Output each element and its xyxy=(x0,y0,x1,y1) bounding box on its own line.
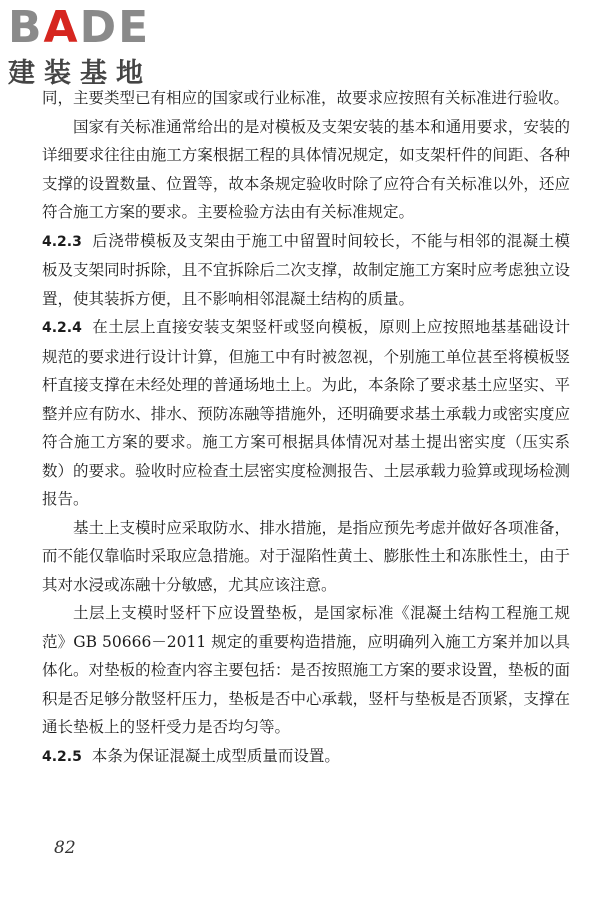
page-number: 82 xyxy=(54,838,76,858)
logo-letter-a: A xyxy=(43,2,80,53)
paragraph: 土层上支模时竖杆下应设置垫板，是国家标准《混凝土结构工程施工规范》GB 50666－2011 规定的重要构造措施，应明确列入施工方案并加以具体化。对垫板的检查内容主要包括：是否按照施工方案的要求设置，垫板的面积是否足够分散竖杆压力，垫板是否中心承载，竖杆与垫板是否顶紧，支撑在通长垫板上的竖杆受力是否均匀等。 xyxy=(42,604,570,736)
paragraph-continuation: 同，主要类型已有相应的国家或行业标准，故要求应按照有关标准进行验收。 xyxy=(42,89,570,107)
clause-text: 在土层上直接安装支架竖杆或竖向模板，原则上应按照地基基础设计规范的要求进行设计计算，但施工中有时被忽视，个别施工单位甚至将模板竖杆直接支撑在未经处理的普通场地土上。为此，本条除了要求基土应坚实、平整并应有防水、排水、预防冻融等措施外，还明确要求基土承载力或密实度应符合施工方案的要求。施工方案可根据具体情况对基土提出密实度（压实系数）的要求。验收时应检查土层密实度检测报告、土层承载力验算或现场检测报告。 xyxy=(42,318,570,508)
clause-text: 本条为保证混凝土成型质量而设置。 xyxy=(91,746,340,765)
logo-subtitle: 建装基地 xyxy=(8,58,152,89)
logo-letters-de: DE xyxy=(79,2,151,53)
brand-logo xyxy=(8,4,183,92)
paragraph: 基土上支模时应采取防水、排水措施，是指应预先考虑并做好各项准备，而不能仅靠临时采取应急措施。对于湿陷性黄土、膨胀性土和冻胀性土，由于其对水浸或冻融十分敏感，尤其应该注意。 xyxy=(42,518,570,594)
logo-letter-b: B xyxy=(8,2,44,53)
clause-number: 4.2.5 xyxy=(42,748,82,765)
clause-number: 4.2.3 xyxy=(42,233,82,250)
paragraph: 国家有关标准通常给出的是对模板及支架安装的基本和通用要求，安装的详细要求往往由施工方案根据工程的具体情况规定，如支架杆件的间距、各种支撑的设置数量、位置等，故本条规定验收时除了应符合有关标准以外，还应符合施工方案的要求。主要检验方法由有关标准规定。 xyxy=(42,117,570,221)
logo-wordmark xyxy=(8,4,183,52)
clause-text: 后浇带模板及支架由于施工中留置时间较长，不能与相邻的混凝土模板及支架同时拆除，且不宜拆除后二次支撑，故制定施工方案时应考虑独立设置，使其装拆方便，且不影响相邻混凝土结构的质量。 xyxy=(42,231,570,308)
document-body xyxy=(42,84,570,771)
clause-4-2-5 xyxy=(42,742,570,772)
clause-4-2-4 xyxy=(42,313,570,514)
clause-4-2-3 xyxy=(42,227,570,314)
clause-number: 4.2.4 xyxy=(42,320,82,336)
